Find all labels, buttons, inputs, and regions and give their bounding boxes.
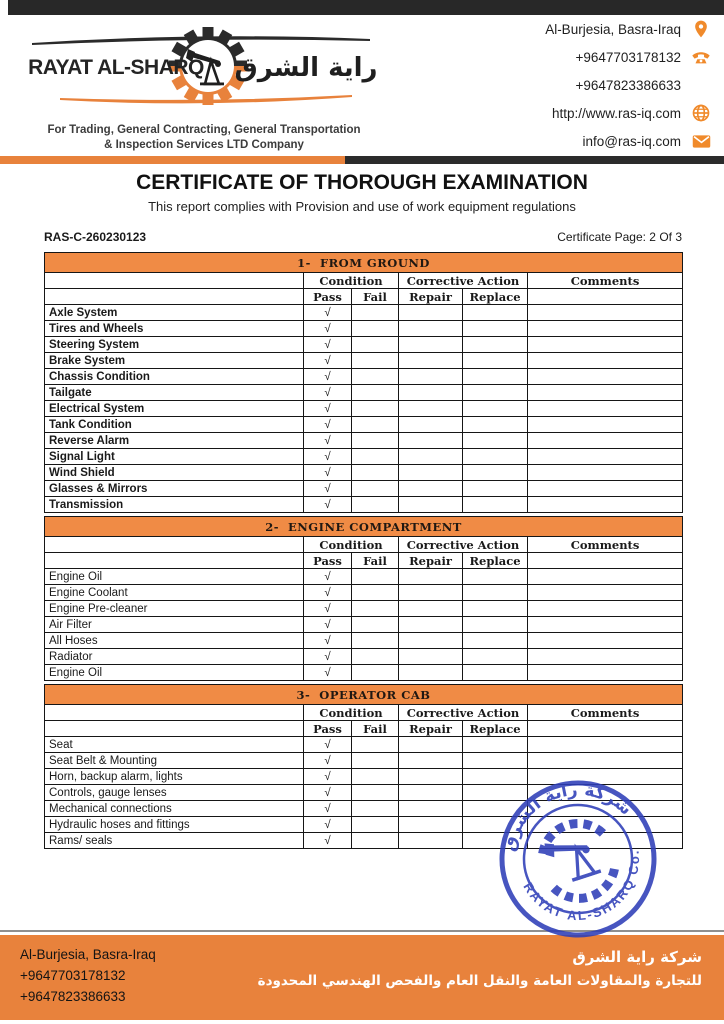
column-sub-row	[45, 553, 683, 569]
item-header-cell	[45, 553, 304, 569]
replace-mark	[463, 665, 528, 681]
section-header-row	[45, 253, 683, 273]
tagline-line1: For Trading, General Contracting, General Transportation	[47, 124, 361, 136]
column-sub-row	[45, 721, 683, 737]
repair-mark	[399, 481, 463, 497]
fail-header: Fail	[352, 289, 399, 305]
repair-mark	[399, 601, 463, 617]
repair-header: Repair	[399, 721, 463, 737]
exam-row	[45, 401, 683, 417]
replace-mark	[463, 617, 528, 633]
repair-mark	[399, 769, 463, 785]
contact-text: info@ras-iq.com	[582, 133, 681, 149]
pass-mark: √	[304, 633, 352, 649]
divider-orange-bar	[0, 156, 345, 164]
divider-black-bar	[345, 156, 724, 164]
replace-mark	[463, 633, 528, 649]
footer-company-name-ar: شركة راية الشرق	[572, 948, 702, 966]
column-group-row	[45, 705, 683, 721]
pass-mark: √	[304, 585, 352, 601]
fail-mark	[352, 817, 399, 833]
column-group-row	[45, 537, 683, 553]
fail-mark	[352, 321, 399, 337]
contact-icon-placeholder	[690, 74, 712, 96]
replace-mark	[463, 305, 528, 321]
footer-company-desc-ar: للتجارة والمقاولات العامة والنقل العام والفحص الهندسي المحدودة	[257, 973, 702, 989]
pass-mark: √	[304, 353, 352, 369]
corrective-action-header: Corrective Action	[399, 273, 528, 289]
fail-mark	[352, 337, 399, 353]
exam-row	[45, 617, 683, 633]
repair-mark	[399, 321, 463, 337]
item-name: Axle System	[45, 305, 304, 321]
fail-mark	[352, 769, 399, 785]
pass-header: Pass	[304, 721, 352, 737]
exam-row	[45, 385, 683, 401]
repair-mark	[399, 801, 463, 817]
item-header-cell	[45, 721, 304, 737]
item-name: Engine Coolant	[45, 585, 304, 601]
company-name-ar: راية الشرق	[234, 53, 378, 83]
repair-mark	[399, 665, 463, 681]
exam-row	[45, 737, 683, 753]
fail-mark	[352, 465, 399, 481]
condition-header: Condition	[304, 273, 399, 289]
section-header-row	[45, 685, 683, 705]
repair-mark	[399, 417, 463, 433]
comment-text	[528, 753, 683, 769]
replace-header: Replace	[463, 721, 528, 737]
replace-mark	[463, 321, 528, 337]
fail-mark	[352, 497, 399, 513]
pass-mark: √	[304, 785, 352, 801]
comments-blank-cell	[528, 289, 683, 305]
pass-mark: √	[304, 737, 352, 753]
item-name: Tank Condition	[45, 417, 304, 433]
item-name: Seat Belt & Mounting	[45, 753, 304, 769]
repair-mark	[399, 305, 463, 321]
comment-text	[528, 305, 683, 321]
repair-mark	[399, 449, 463, 465]
company-stamp	[495, 776, 661, 942]
pass-mark: √	[304, 417, 352, 433]
exam-row	[45, 353, 683, 369]
comments-blank-cell	[528, 553, 683, 569]
exam-row	[45, 633, 683, 649]
contact-text: http://www.ras-iq.com	[551, 105, 681, 121]
pass-header: Pass	[304, 289, 352, 305]
phone-icon	[690, 46, 712, 68]
replace-mark	[463, 601, 528, 617]
item-name: Electrical System	[45, 401, 304, 417]
comment-text	[528, 649, 683, 665]
section-header-row	[45, 517, 683, 537]
comment-text	[528, 465, 683, 481]
pass-mark: √	[304, 321, 352, 337]
fail-mark	[352, 833, 399, 849]
exam-row	[45, 665, 683, 681]
replace-mark	[463, 649, 528, 665]
exam-row	[45, 321, 683, 337]
footer-phone1: +9647703178132	[20, 968, 126, 983]
comment-text	[528, 417, 683, 433]
fail-mark	[352, 353, 399, 369]
footer-phone2: +9647823386633	[20, 989, 126, 1004]
footer-contact-block	[20, 944, 156, 1007]
pass-mark: √	[304, 369, 352, 385]
item-name: Tailgate	[45, 385, 304, 401]
item-header-cell	[45, 705, 304, 721]
item-name: Seat	[45, 737, 304, 753]
repair-mark	[399, 353, 463, 369]
header-contacts	[545, 18, 712, 152]
fail-mark	[352, 801, 399, 817]
item-name: Signal Light	[45, 449, 304, 465]
replace-mark	[463, 585, 528, 601]
comment-text	[528, 481, 683, 497]
item-name: Engine Oil	[45, 665, 304, 681]
tagline-line2: & Inspection Services LTD Company	[104, 139, 304, 151]
exam-row	[45, 601, 683, 617]
fail-mark	[352, 305, 399, 321]
pass-mark: √	[304, 497, 352, 513]
replace-header: Replace	[463, 553, 528, 569]
fail-header: Fail	[352, 553, 399, 569]
page-subtitle: This report complies with Provision and use of work equipment regulations	[148, 199, 576, 214]
column-group-row	[45, 273, 683, 289]
repair-mark	[399, 337, 463, 353]
pass-mark: √	[304, 401, 352, 417]
comment-text	[528, 433, 683, 449]
replace-mark	[463, 449, 528, 465]
certificate-page-indicator: Certificate Page: 2 Of 3	[557, 230, 682, 244]
fail-mark	[352, 569, 399, 585]
item-name: Hydraulic hoses and fittings	[45, 817, 304, 833]
logo-graphic	[18, 18, 390, 114]
item-name: Engine Oil	[45, 569, 304, 585]
exam-row	[45, 433, 683, 449]
replace-mark	[463, 353, 528, 369]
pass-mark: √	[304, 433, 352, 449]
pass-mark: √	[304, 649, 352, 665]
replace-mark	[463, 465, 528, 481]
item-name: Air Filter	[45, 617, 304, 633]
section-table	[44, 252, 683, 513]
repair-mark	[399, 649, 463, 665]
repair-mark	[399, 737, 463, 753]
comment-text	[528, 449, 683, 465]
item-name: Brake System	[45, 353, 304, 369]
comment-text	[528, 737, 683, 753]
contact-row	[545, 130, 712, 152]
fail-mark	[352, 649, 399, 665]
comment-text	[528, 353, 683, 369]
pass-mark: √	[304, 569, 352, 585]
comments-header: Comments	[528, 705, 683, 721]
top-black-bar	[8, 0, 724, 15]
comment-text	[528, 617, 683, 633]
pass-mark: √	[304, 753, 352, 769]
fail-mark	[352, 401, 399, 417]
exam-row	[45, 337, 683, 353]
repair-mark	[399, 385, 463, 401]
contact-row	[545, 18, 712, 40]
stamp-text-en: RAYAT AL-SHARQ Co.	[520, 848, 643, 924]
envelope-icon	[690, 130, 712, 152]
replace-mark	[463, 481, 528, 497]
pass-mark: √	[304, 665, 352, 681]
exam-row	[45, 649, 683, 665]
globe-icon	[690, 102, 712, 124]
comment-text	[528, 497, 683, 513]
section-title: 2- ENGINE COMPARTMENT	[45, 517, 683, 537]
repair-mark	[399, 401, 463, 417]
replace-mark	[463, 753, 528, 769]
contact-row	[545, 74, 712, 96]
fail-mark	[352, 785, 399, 801]
exam-row	[45, 369, 683, 385]
pass-mark: √	[304, 385, 352, 401]
contact-text: Al-Burjesia, Basra-Iraq	[545, 21, 681, 37]
pass-mark: √	[304, 337, 352, 353]
replace-mark	[463, 433, 528, 449]
pass-mark: √	[304, 449, 352, 465]
exam-row	[45, 305, 683, 321]
footer	[0, 935, 724, 1020]
certificate-meta-row	[44, 230, 682, 244]
exam-row	[45, 449, 683, 465]
repair-mark	[399, 569, 463, 585]
comment-text	[528, 665, 683, 681]
fail-mark	[352, 585, 399, 601]
fail-mark	[352, 449, 399, 465]
item-name: Controls, gauge lenses	[45, 785, 304, 801]
repair-mark	[399, 585, 463, 601]
pass-mark: √	[304, 817, 352, 833]
item-name: Transmission	[45, 497, 304, 513]
exam-tables	[44, 252, 682, 852]
contact-row	[545, 102, 712, 124]
item-name: Radiator	[45, 649, 304, 665]
section-title: 1- FROM GROUND	[45, 253, 683, 273]
fail-mark	[352, 385, 399, 401]
fail-mark	[352, 753, 399, 769]
fail-mark	[352, 369, 399, 385]
repair-mark	[399, 465, 463, 481]
comment-text	[528, 369, 683, 385]
comment-text	[528, 385, 683, 401]
item-name: All Hoses	[45, 633, 304, 649]
replace-mark	[463, 385, 528, 401]
corrective-action-header: Corrective Action	[399, 705, 528, 721]
replace-mark	[463, 369, 528, 385]
condition-header: Condition	[304, 537, 399, 553]
exam-row	[45, 481, 683, 497]
item-name: Engine Pre-cleaner	[45, 601, 304, 617]
repair-header: Repair	[399, 289, 463, 305]
replace-header: Replace	[463, 289, 528, 305]
comment-text	[528, 337, 683, 353]
exam-row	[45, 753, 683, 769]
fail-mark	[352, 433, 399, 449]
contact-text: +9647823386633	[575, 77, 681, 93]
item-name: Tires and Wheels	[45, 321, 304, 337]
repair-mark	[399, 633, 463, 649]
fail-header: Fail	[352, 721, 399, 737]
location-pin-icon	[690, 18, 712, 40]
fail-mark	[352, 601, 399, 617]
condition-header: Condition	[304, 705, 399, 721]
item-header-cell	[45, 273, 304, 289]
fail-mark	[352, 417, 399, 433]
pass-mark: √	[304, 481, 352, 497]
fail-mark	[352, 481, 399, 497]
comments-header: Comments	[528, 537, 683, 553]
pass-mark: √	[304, 801, 352, 817]
fail-mark	[352, 617, 399, 633]
item-name: Wind Shield	[45, 465, 304, 481]
contact-text: +9647703178132	[575, 49, 681, 65]
repair-mark	[399, 497, 463, 513]
contact-row	[545, 46, 712, 68]
repair-mark	[399, 433, 463, 449]
item-name: Reverse Alarm	[45, 433, 304, 449]
pass-mark: √	[304, 617, 352, 633]
pass-mark: √	[304, 601, 352, 617]
comment-text	[528, 633, 683, 649]
corrective-action-header: Corrective Action	[399, 537, 528, 553]
column-sub-row	[45, 289, 683, 305]
pass-mark: √	[304, 305, 352, 321]
replace-mark	[463, 497, 528, 513]
footer-address: Al-Burjesia, Basra-Iraq	[20, 947, 156, 962]
fail-mark	[352, 737, 399, 753]
replace-mark	[463, 569, 528, 585]
exam-row	[45, 497, 683, 513]
comment-text	[528, 601, 683, 617]
exam-row	[45, 585, 683, 601]
company-name-en: RAYAT AL-SHARQ	[28, 56, 204, 79]
item-name: Glasses & Mirrors	[45, 481, 304, 497]
comment-text	[528, 569, 683, 585]
comment-text	[528, 321, 683, 337]
replace-mark	[463, 337, 528, 353]
comment-text	[528, 585, 683, 601]
repair-mark	[399, 817, 463, 833]
stamp-text-ar: شركة راية الشرق	[499, 779, 636, 854]
item-name: Rams/ seals	[45, 833, 304, 849]
repair-mark	[399, 369, 463, 385]
item-name: Steering System	[45, 337, 304, 353]
replace-mark	[463, 417, 528, 433]
item-header-cell	[45, 289, 304, 305]
company-logo	[14, 18, 394, 153]
exam-row	[45, 417, 683, 433]
pass-mark: √	[304, 465, 352, 481]
exam-row	[45, 569, 683, 585]
fail-mark	[352, 633, 399, 649]
replace-mark	[463, 401, 528, 417]
pass-mark: √	[304, 833, 352, 849]
comments-header: Comments	[528, 273, 683, 289]
section-title: 3- OPERATOR CAB	[45, 685, 683, 705]
repair-mark	[399, 753, 463, 769]
item-name: Chassis Condition	[45, 369, 304, 385]
section-table	[44, 516, 683, 681]
item-name: Mechanical connections	[45, 801, 304, 817]
footer-company-block	[258, 945, 702, 993]
repair-header: Repair	[399, 553, 463, 569]
company-taglines	[14, 123, 394, 153]
exam-row	[45, 465, 683, 481]
repair-mark	[399, 617, 463, 633]
page-title: CERTIFICATE OF THOROUGH EXAMINATION	[136, 171, 588, 194]
repair-mark	[399, 833, 463, 849]
comments-blank-cell	[528, 721, 683, 737]
comment-text	[528, 401, 683, 417]
fail-mark	[352, 665, 399, 681]
replace-mark	[463, 737, 528, 753]
item-header-cell	[45, 537, 304, 553]
item-name: Horn, backup alarm, lights	[45, 769, 304, 785]
pass-mark: √	[304, 769, 352, 785]
repair-mark	[399, 785, 463, 801]
certificate-number: RAS-C-260230123	[44, 230, 147, 244]
pass-header: Pass	[304, 553, 352, 569]
